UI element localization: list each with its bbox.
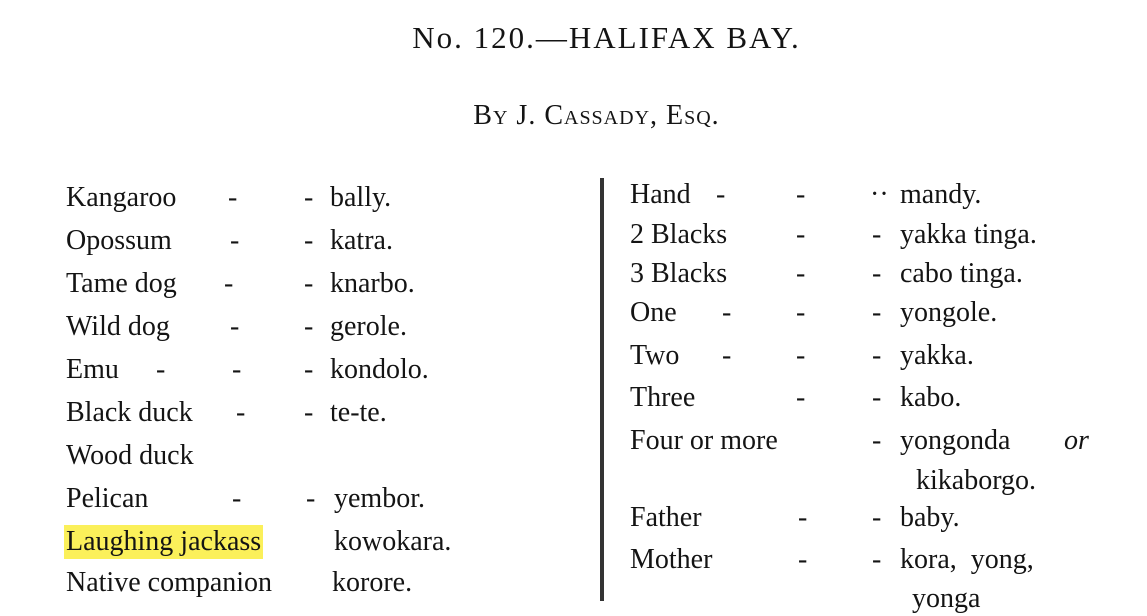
dash: - [872, 219, 882, 250]
dash: - [722, 297, 732, 328]
native-term: korore. [332, 567, 413, 598]
dash: - [872, 544, 882, 575]
english-term-highlighted: Laughing jackass [66, 526, 262, 557]
english-term: Three [630, 382, 696, 413]
dash: - [716, 179, 726, 210]
dash: - [872, 425, 882, 456]
native-term: kora, yong, [900, 544, 1034, 575]
native-term: knarbo. [330, 268, 415, 299]
english-term: Two [630, 340, 680, 371]
dash: - [228, 182, 238, 213]
dash: - [796, 179, 806, 210]
dash: - [872, 340, 882, 371]
english-term: One [630, 297, 677, 328]
byline-author: J. Cassady, [516, 100, 659, 131]
dash: - [232, 354, 242, 385]
dash: - [798, 544, 808, 575]
native-term: yongole. [900, 297, 998, 328]
dash: - [304, 225, 314, 256]
english-term: Wood duck [66, 440, 194, 471]
native-term: kondolo. [330, 354, 429, 385]
dash: ·· [870, 179, 889, 210]
byline-prefix: By [473, 100, 509, 131]
dash: - [156, 354, 166, 385]
native-term: gerole. [330, 311, 407, 342]
english-term: Emu [66, 354, 119, 385]
english-term: 2 Blacks [630, 219, 728, 250]
dash: - [796, 258, 806, 289]
dash: - [304, 182, 314, 213]
column-divider [600, 178, 604, 601]
native-term: katra. [330, 225, 393, 256]
byline-suffix: Esq. [666, 100, 720, 131]
english-term: Native companion [66, 567, 273, 598]
dash: - [798, 502, 808, 533]
dash: - [796, 219, 806, 250]
english-term: Father [630, 502, 702, 533]
dash: - [872, 502, 882, 533]
native-term-or: or [1064, 425, 1089, 456]
dash: - [872, 258, 882, 289]
english-term: Tame dog [66, 268, 177, 299]
dash: - [796, 382, 806, 413]
english-term: 3 Blacks [630, 258, 728, 289]
native-term: baby. [900, 502, 960, 533]
native-term: yongonda [900, 425, 1011, 456]
dash: - [236, 397, 246, 428]
byline [0, 100, 1147, 132]
english-term: Pelican [66, 483, 149, 514]
english-term: Mother [630, 544, 713, 575]
dash: - [230, 311, 240, 342]
native-term: yakka. [900, 340, 974, 371]
native-term-continuation: kikaborgo. [916, 465, 1037, 496]
dash: - [722, 340, 732, 371]
dash: - [304, 397, 314, 428]
native-term: te-te. [330, 397, 387, 428]
dash: - [306, 483, 316, 514]
native-term: yakka tinga. [900, 219, 1037, 250]
native-term: cabo tinga. [900, 258, 1023, 289]
dash: - [796, 297, 806, 328]
native-term: kabo. [900, 382, 962, 413]
native-term: kowokara. [334, 526, 452, 557]
dash: - [224, 268, 234, 299]
dash: - [304, 268, 314, 299]
english-term: Hand [630, 179, 691, 210]
english-term: Wild dog [66, 311, 170, 342]
english-term: Four or more [630, 425, 778, 456]
dash: - [232, 483, 242, 514]
native-term-continuation: yonga [912, 583, 981, 614]
dash: - [796, 340, 806, 371]
dash: - [304, 311, 314, 342]
dash: - [230, 225, 240, 256]
native-term: yembor. [334, 483, 425, 514]
english-term: Kangaroo [66, 182, 177, 213]
native-term: mandy. [900, 179, 982, 210]
dash: - [872, 382, 882, 413]
dash: - [304, 354, 314, 385]
dash: - [872, 297, 882, 328]
page-title: No. 120.—HALIFAX BAY. [412, 20, 801, 55]
english-term: Black duck [66, 397, 193, 428]
english-term: Opossum [66, 225, 172, 256]
native-term: bally. [330, 182, 392, 213]
